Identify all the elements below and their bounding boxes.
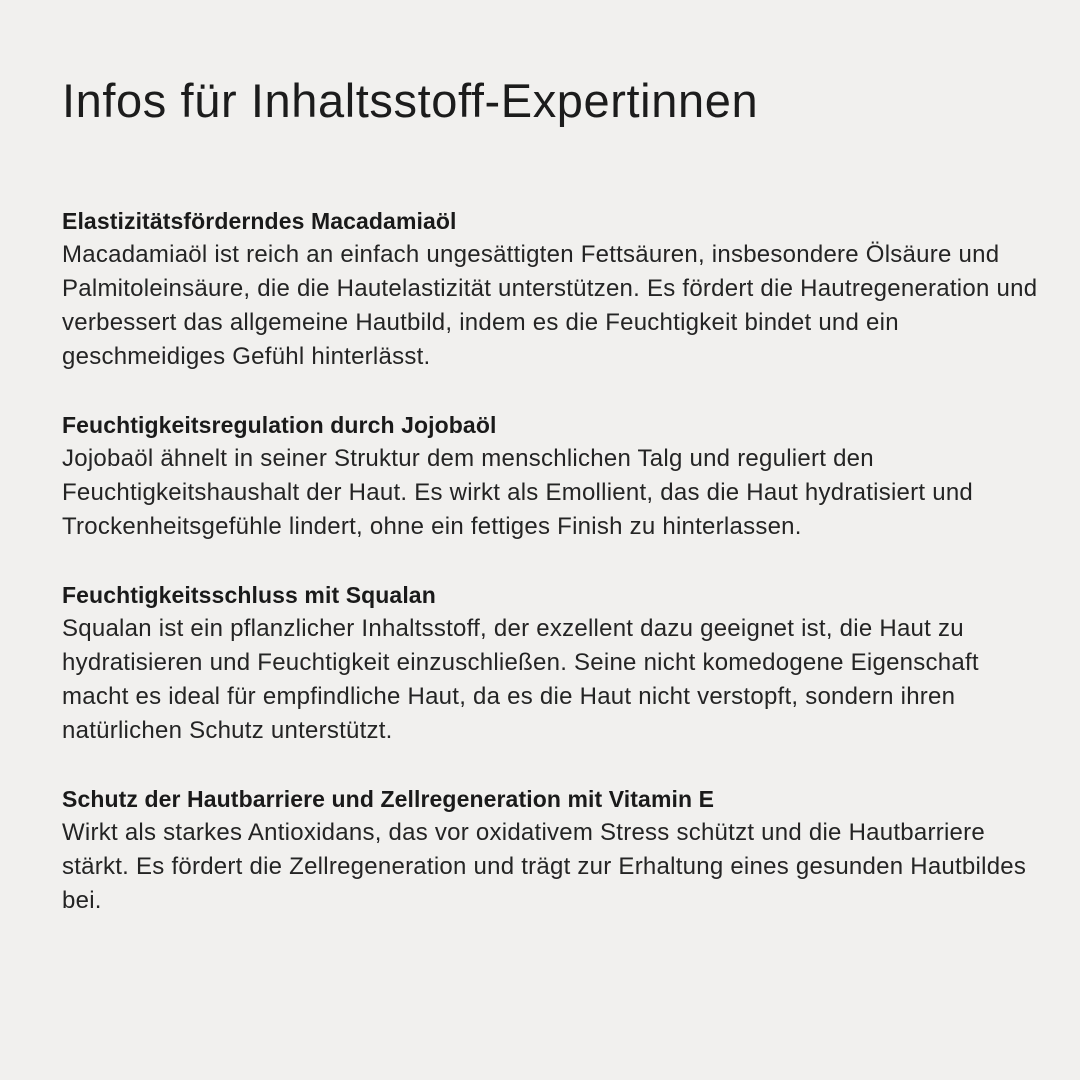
ingredient-info-page bbox=[62, 70, 1047, 914]
section-heading: Elastizitätsförderndes Macadamiaöl bbox=[62, 208, 457, 234]
page-title: Infos für Inhaltsstoff-Expertinnen bbox=[62, 74, 759, 127]
section-macadamia-oil bbox=[62, 204, 1047, 374]
section-vitamin-e bbox=[62, 782, 1047, 918]
section-heading: Feuchtigkeitsschluss mit Squalan bbox=[62, 582, 436, 608]
section-heading: Feuchtigkeitsregulation durch Jojobaöl bbox=[62, 412, 497, 438]
ingredient-sections bbox=[62, 204, 1047, 952]
section-body: Wirkt als starkes Antioxidans, das vor oxidativem Stress schützt und die Hautbarriere stärkt. Es fördert die Zellregeneration und trägt zur Erhaltung eines gesunden Hautbildes bei. bbox=[62, 819, 1027, 914]
section-body: Squalan ist ein pflanzlicher Inhaltsstoff, der exzellent dazu geeignet ist, die Haut zu hydratisieren und Feuchtigkeit einzuschließen. Seine nicht komedogene Eigenschaft macht es ideal für empfindliche Haut, da es die Haut nicht verstopft, sondern ihren natürlichen Schutz unterstützt. bbox=[62, 615, 979, 744]
section-body: Jojobaöl ähnelt in seiner Struktur dem menschlichen Talg und reguliert den Feuchtigkeitshaushalt der Haut. Es wirkt als Emollient, das die Haut hydratisiert und Trockenheitsgefühle lindert, ohne ein fettiges Finish zu hinterlassen. bbox=[62, 445, 974, 540]
section-body: Macadamiaöl ist reich an einfach ungesättigten Fettsäuren, insbesondere Ölsäure und Palmitoleinsäure, die die Hautelastizität unterstützen. Es fördert die Hautregeneration und verbessert das allgemeine Hautbild, indem es die Feuchtigkeit bindet und ein geschmeidiges Gefühl hinterlässt. bbox=[62, 241, 1038, 370]
section-heading: Schutz der Hautbarriere und Zellregeneration mit Vitamin E bbox=[62, 786, 715, 812]
section-jojoba-oil bbox=[62, 408, 1047, 544]
section-squalane bbox=[62, 578, 1047, 748]
